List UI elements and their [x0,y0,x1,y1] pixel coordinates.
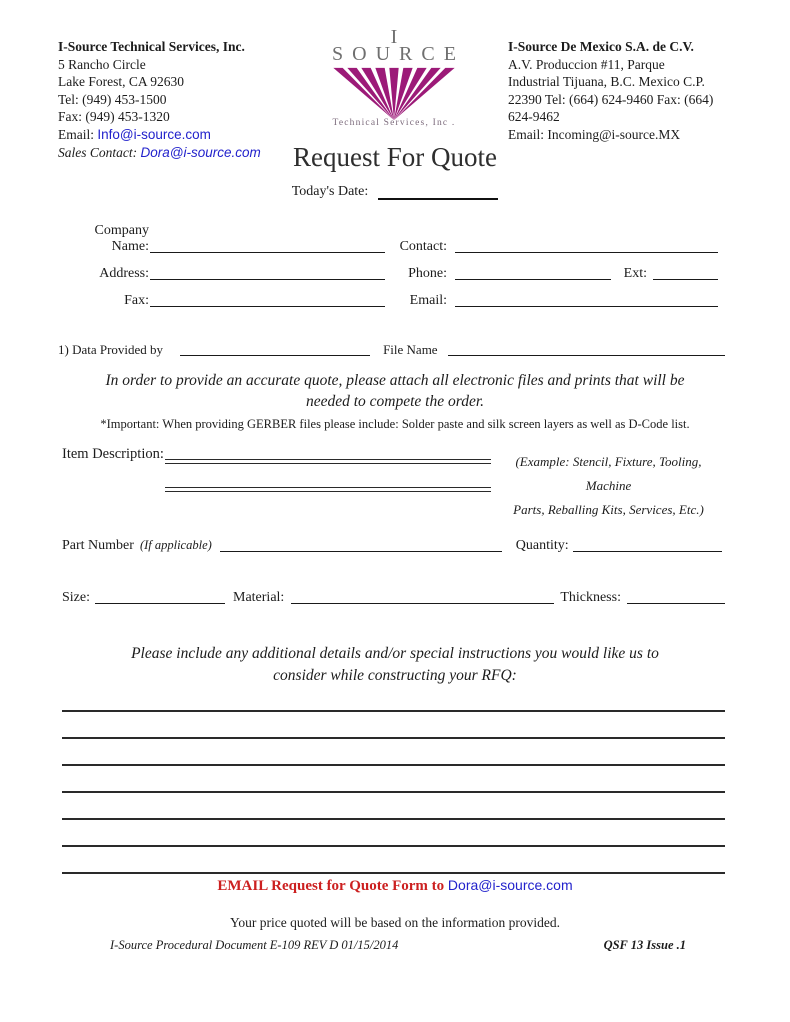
details-write-line[interactable] [62,818,725,820]
contact-field-line[interactable] [455,252,718,253]
thickness-field-line[interactable] [627,603,725,604]
email-cta-row [0,877,790,895]
cta-email-link[interactable]: Dora@i-source.com [447,877,573,893]
mx-company-block [508,38,748,144]
material-field-line[interactable] [291,603,554,604]
todays-date-label: Today's Date: [291,184,369,199]
email-label: Email: [409,293,447,308]
us-email-line [58,126,316,144]
part-number-label: Part Number [62,538,134,553]
us-phone-line: Tel: (949) 453-1500 [58,91,167,107]
mx-company-name: I-Source De Mexico S.A. de C.V. [508,39,694,54]
logo-source-text: SOURCE [332,43,465,65]
price-basis-note: Your price quoted will be based on the information provided. [229,915,561,930]
company-name-field-line[interactable] [150,252,385,253]
item-example-line2: Parts, Reballing Kits, Services, Etc.) [513,502,704,517]
data-provided-label: 1) Data Provided by [58,342,164,357]
qsf-issue-label: QSF 13 Issue .1 [603,938,686,952]
mx-fax-line: 624-9462 [508,109,560,125]
contact-info-section [58,223,718,309]
email-label: Email: [58,126,98,142]
ext-field-line[interactable] [653,279,718,280]
details-write-line[interactable] [62,737,725,739]
company-name-label: Company Name: [94,223,149,254]
part-number-field-line[interactable] [220,551,502,552]
phone-field-line[interactable] [455,279,611,280]
us-company-name: I-Source Technical Services, Inc. [58,39,245,54]
us-fax-line: Fax: (949) 453-1320 [58,109,170,125]
quantity-field-line[interactable] [573,551,722,552]
us-email-link[interactable]: Info@i-source.com [97,126,211,142]
phone-label: Phone: [408,266,447,281]
material-label: Material: [233,590,285,605]
item-description-label: Item Description: [62,446,164,462]
address-label: Address: [99,266,149,281]
logo-tagline: Technical Services, Inc . [332,118,456,128]
mx-address-line: Industrial Tijuana, B.C. Mexico C.P. [508,74,705,90]
size-label: Size: [62,590,90,605]
file-name-label: File Name [383,342,438,357]
sales-email-link[interactable]: Dora@i-source.com [140,144,261,160]
page-title: Request For Quote [293,142,497,172]
details-write-line[interactable] [62,791,725,793]
size-field-line[interactable] [95,603,225,604]
item-description-field-line-2[interactable] [165,487,491,492]
logo-fan-icon [333,66,455,122]
us-address-line: Lake Forest, CA 92630 [58,74,184,90]
quantity-label: Quantity: [515,538,569,553]
todays-date-field-line[interactable] [378,185,498,200]
ext-label: Ext: [623,266,647,281]
mx-phone-line: 22390 Tel: (664) 624-9460 Fax: (664) [508,91,714,107]
details-write-line[interactable] [62,764,725,766]
logo-letter-i: I [390,26,398,48]
procedural-doc-reference: I-Source Procedural Document E-109 REV D 01/15/2014 [110,938,399,952]
data-provided-field-line[interactable] [180,355,370,356]
details-write-line[interactable] [62,845,725,847]
additional-details-note: Please include any additional details and/or special instructions you would like us to consider while constructing your RFQ: [131,645,659,684]
sales-contact-label: Sales Contact: [58,144,141,160]
contact-label: Contact: [399,239,447,254]
email-cta-text: EMAIL Request for Quote Form to [217,878,448,894]
details-write-line[interactable] [62,872,725,874]
file-name-field-line[interactable] [448,355,725,356]
gerber-important-note: *Important: When providing GERBER files please include: Solder paste and silk screen layers as well as D-Code list. [100,417,690,431]
data-provided-row [58,332,725,358]
todays-date-row [0,184,790,200]
mx-email-line: Email: Incoming@i-source.MX [508,126,681,142]
item-example-line1: (Example: Stencil, Fixture, Tooling, Machine [515,454,702,493]
email-field-line[interactable] [455,306,718,307]
part-number-row [62,528,722,554]
isource-logo [316,28,472,128]
address-field-line[interactable] [150,279,385,280]
if-applicable-note: (If applicable) [139,538,212,552]
item-example-note [492,450,725,522]
us-address-line: 5 Rancho Circle [58,56,146,72]
fax-label: Fax: [124,293,149,308]
dimensions-row [62,580,725,606]
attach-files-note: In order to provide an accurate quote, please attach all electronic files and prints that will be needed to compete the order. [105,372,685,410]
item-description-field-line-1[interactable] [165,459,491,464]
mx-address-line: A.V. Produccion #11, Parque [508,56,665,72]
additional-details-write-area [62,684,725,874]
thickness-label: Thickness: [560,590,621,605]
fax-field-line[interactable] [150,306,385,307]
details-write-line[interactable] [62,710,725,712]
